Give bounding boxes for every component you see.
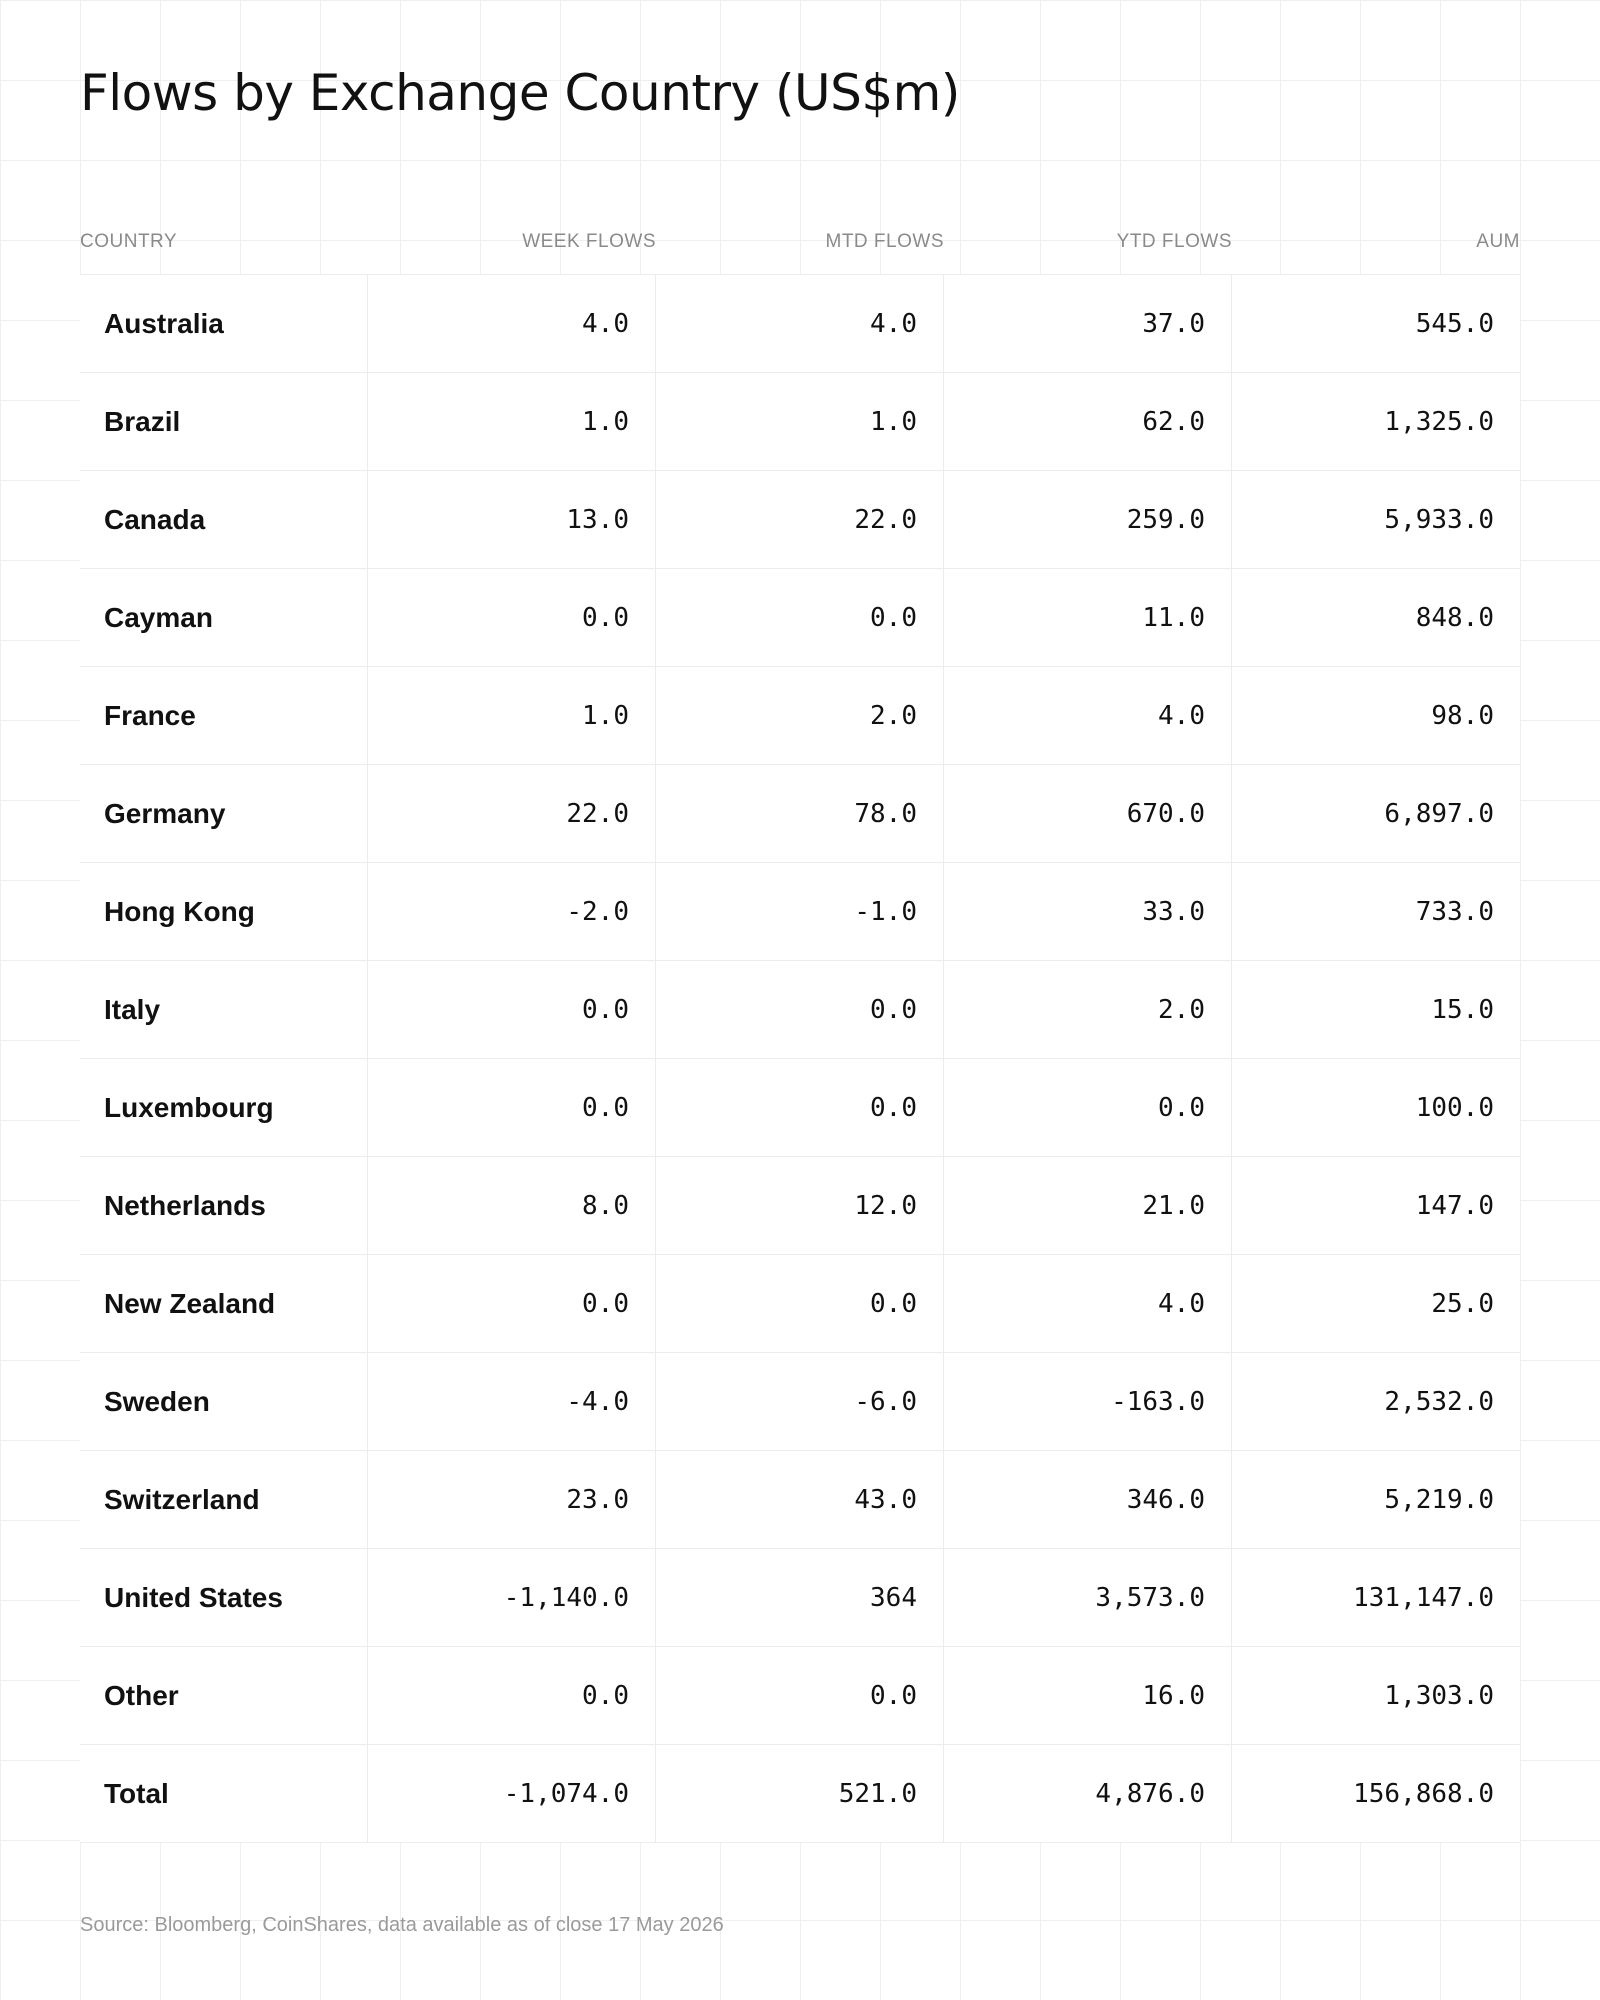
table-row [80,1647,1520,1745]
ytd-flows-cell: 33.0 [944,863,1232,960]
table-row [80,1255,1520,1353]
ytd-flows-cell: 259.0 [944,471,1232,568]
table-row [80,569,1520,667]
table-row [80,1157,1520,1255]
mtd-flows-cell: 0.0 [656,1255,944,1352]
week-flows-cell: 13.0 [368,471,656,568]
mtd-flows-cell: 364 [656,1549,944,1646]
ytd-flows-cell: -163.0 [944,1353,1232,1450]
aum-cell: 5,933.0 [1384,504,1494,535]
ytd-flows-cell: 0.0 [944,1059,1232,1156]
country-cell: Australia [80,275,368,372]
week-flows-cell: 23.0 [368,1451,656,1548]
week-flows-cell: 1.0 [368,667,656,764]
week-flows-cell: 8.0 [368,1157,656,1254]
column-header-mtd-flows: MTD FLOWS [825,231,944,252]
table-header [80,210,1520,274]
aum-cell: 5,219.0 [1384,1484,1494,1515]
column-header-country: COUNTRY [80,231,178,252]
aum-cell: 2,532.0 [1384,1386,1494,1417]
ytd-flows-cell: 16.0 [944,1647,1232,1744]
country-cell: Total [80,1745,368,1842]
table-row-total [80,1745,1520,1843]
column-header-ytd-flows: YTD FLOWS [1116,231,1232,252]
week-flows-cell: 0.0 [368,1059,656,1156]
aum-cell: 131,147.0 [1353,1582,1494,1613]
table-row [80,961,1520,1059]
mtd-flows-cell: -6.0 [656,1353,944,1450]
table-body [80,274,1520,1843]
table-row [80,1059,1520,1157]
country-cell: New Zealand [80,1255,368,1352]
country-cell: Other [80,1647,368,1744]
week-flows-cell: -4.0 [368,1353,656,1450]
aum-cell: 156,868.0 [1353,1778,1494,1809]
table-row [80,1549,1520,1647]
ytd-flows-cell: 62.0 [944,373,1232,470]
country-cell: Brazil [80,373,368,470]
aum-cell: 25.0 [1431,1288,1494,1319]
country-cell: Hong Kong [80,863,368,960]
mtd-flows-cell: 0.0 [656,1059,944,1156]
mtd-flows-cell: 2.0 [656,667,944,764]
week-flows-cell: 4.0 [368,275,656,372]
table-row [80,471,1520,569]
mtd-flows-cell: 0.0 [656,961,944,1058]
source-note: Source: Bloomberg, CoinShares, data available as of close 17 May 2026 [80,1914,724,1936]
week-flows-cell: 0.0 [368,961,656,1058]
country-cell: Sweden [80,1353,368,1450]
country-cell: France [80,667,368,764]
mtd-flows-cell: 43.0 [656,1451,944,1548]
mtd-flows-cell: 12.0 [656,1157,944,1254]
week-flows-cell: 0.0 [368,569,656,666]
aum-cell: 100.0 [1415,1092,1494,1123]
aum-cell: 6,897.0 [1384,798,1494,829]
ytd-flows-cell: 21.0 [944,1157,1232,1254]
ytd-flows-cell: 11.0 [944,569,1232,666]
country-cell: United States [80,1549,368,1646]
column-header-week-flows: WEEK FLOWS [522,231,656,252]
ytd-flows-cell: 37.0 [944,275,1232,372]
country-cell: Canada [80,471,368,568]
mtd-flows-cell: 1.0 [656,373,944,470]
week-flows-cell: 1.0 [368,373,656,470]
week-flows-cell: 0.0 [368,1255,656,1352]
country-cell: Germany [80,765,368,862]
aum-cell: 545.0 [1415,308,1494,339]
table-row [80,275,1520,373]
week-flows-cell: -2.0 [368,863,656,960]
ytd-flows-cell: 4.0 [944,667,1232,764]
mtd-flows-cell: 0.0 [656,569,944,666]
mtd-flows-cell: 4.0 [656,275,944,372]
aum-cell: 733.0 [1415,896,1494,927]
ytd-flows-cell: 2.0 [944,961,1232,1058]
aum-cell: 1,303.0 [1384,1680,1494,1711]
mtd-flows-cell: 0.0 [656,1647,944,1744]
ytd-flows-cell: 4,876.0 [944,1745,1232,1842]
country-cell: Italy [80,961,368,1058]
aum-cell: 848.0 [1415,602,1494,633]
table-row [80,1451,1520,1549]
aum-cell: 1,325.0 [1384,406,1494,437]
column-header-aum: AUM [1476,231,1520,252]
week-flows-cell: 0.0 [368,1647,656,1744]
aum-cell: 15.0 [1431,994,1494,1025]
country-cell: Cayman [80,569,368,666]
table-row [80,863,1520,961]
week-flows-cell: -1,074.0 [368,1745,656,1842]
flows-table [80,210,1520,1843]
week-flows-cell: -1,140.0 [368,1549,656,1646]
page-title: Flows by Exchange Country (US$m) [80,64,960,122]
mtd-flows-cell: 22.0 [656,471,944,568]
mtd-flows-cell: -1.0 [656,863,944,960]
table-row [80,667,1520,765]
mtd-flows-cell: 521.0 [656,1745,944,1842]
mtd-flows-cell: 78.0 [656,765,944,862]
table-row [80,765,1520,863]
ytd-flows-cell: 670.0 [944,765,1232,862]
table-row [80,1353,1520,1451]
country-cell: Netherlands [80,1157,368,1254]
ytd-flows-cell: 346.0 [944,1451,1232,1548]
table-row [80,373,1520,471]
aum-cell: 147.0 [1415,1190,1494,1221]
country-cell: Luxembourg [80,1059,368,1156]
ytd-flows-cell: 4.0 [944,1255,1232,1352]
week-flows-cell: 22.0 [368,765,656,862]
country-cell: Switzerland [80,1451,368,1548]
ytd-flows-cell: 3,573.0 [944,1549,1232,1646]
aum-cell: 98.0 [1431,700,1494,731]
